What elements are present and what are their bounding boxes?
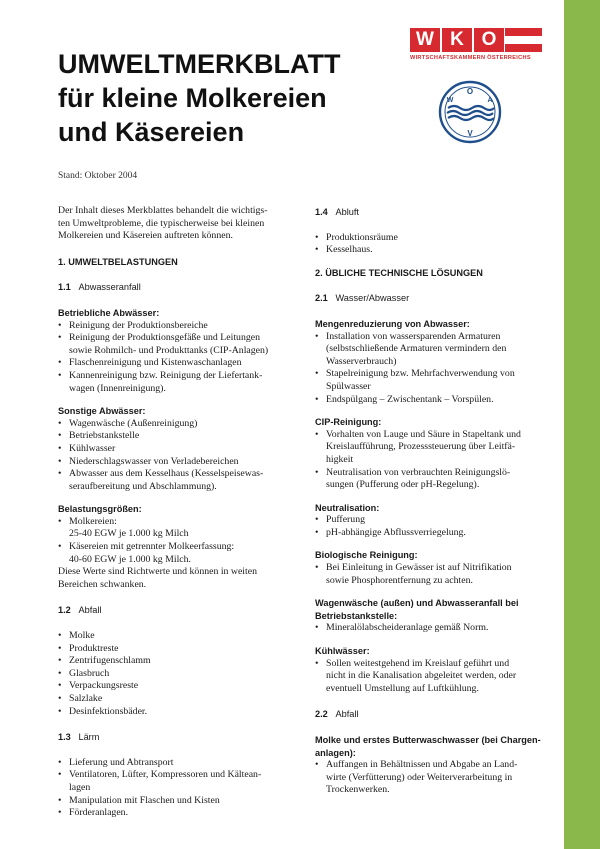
- list-item: • Kannenreinigung bzw. Reinigung der Liefertank- wagen (Innenreinigung).: [58, 370, 290, 395]
- list-wagenwaesche: [315, 622, 547, 635]
- wko-letter-k: K: [442, 28, 472, 52]
- svg-text:V: V: [467, 129, 473, 138]
- list-item: • Endspülgang – Zwischentank – Vorspülen.: [315, 394, 547, 407]
- label-cip-reinigung: CIP-Reinigung:: [315, 417, 382, 428]
- list-belastungsgroessen: [58, 516, 290, 566]
- oewav-seal-icon: [438, 80, 502, 144]
- list-item: • Ventilatoren, Lüfter, Kompressoren und Kältean- lagen: [58, 769, 290, 794]
- title-line-2: für kleine Molkereien: [58, 83, 327, 113]
- list-item: • Desinfektionsbäder.: [58, 706, 290, 719]
- list-cip-reinigung: [315, 429, 547, 492]
- list-mengenreduzierung: [315, 331, 547, 407]
- svg-text:W: W: [446, 97, 454, 104]
- label-belastungsgroessen: Belastungsgrößen:: [58, 504, 142, 515]
- right-column: [315, 206, 547, 797]
- list-abfall: [58, 630, 290, 718]
- list-item: • Bei Einleitung in Gewässer ist auf Nitrifikation sowie Phosphorentfernung zu achten.: [315, 562, 547, 587]
- label-kuehlwaesser: Kühlwässer:: [315, 646, 370, 657]
- title-line-1: UMWELTMERKBLATT: [58, 49, 341, 79]
- section-heading-1: 1. UMWELTBELASTUNGEN: [58, 256, 178, 267]
- subsection-heading-1-1: 1.1 Abwasseranfall: [58, 282, 141, 293]
- list-item: • Käsereien mit getrennter Molkeerfassung: 40-60 EGW je 1.000 kg Milch.: [58, 541, 290, 566]
- list-item: • Produktionsräume: [315, 232, 547, 245]
- label-biologische-reinigung: Biologische Reinigung:: [315, 550, 418, 561]
- list-item: • Flaschenreinigung und Kistenwaschanlagen: [58, 357, 290, 370]
- list-item: • Kühlwasser: [58, 443, 290, 456]
- list-item: • Sollen weitestgehend im Kreislauf geführt und nicht in die Kanalisation abgeleitet werden, oder eventuell Umstellung auf Luftkühlung.: [315, 658, 547, 696]
- left-column: [58, 205, 290, 820]
- label-sonstige-abwaesser: Sonstige Abwässer:: [58, 406, 146, 417]
- label-wagenwaesche: Wagenwäsche (außen) und Abwasseranfall bei Betriebstankstelle:: [315, 598, 519, 621]
- list-item: • Neutralisation von verbrauchten Reinigungslö- sungen (Pufferung oder pH-Regelung).: [315, 467, 547, 492]
- title-line-3: und Käsereien: [58, 117, 245, 147]
- intro-paragraph: Der Inhalt dieses Merkblattes behandelt die wichtigs- ten Umweltprobleme, die typischerweise bei kleinen Molkereien und Käsereien auftreten können.: [58, 205, 268, 242]
- section-heading-2: 2. ÜBLICHE TECHNISCHE LÖSUNGEN: [315, 267, 483, 278]
- list-item: • Betriebstankstelle: [58, 430, 290, 443]
- svg-text:A: A: [487, 97, 493, 104]
- document-date: Stand: Oktober 2004: [58, 171, 138, 181]
- subsection-heading-2-2: 2.2 Abfall: [315, 709, 359, 720]
- list-molke: [315, 759, 547, 797]
- subsection-heading-1-3: 1.3 Lärm: [58, 732, 100, 743]
- list-item: • Reinigung der Produktionsbereiche: [58, 320, 290, 333]
- list-item: • Förderanlagen.: [58, 807, 290, 820]
- list-kuehlwaesser: [315, 658, 547, 696]
- wko-letter-w: W: [410, 28, 440, 52]
- list-item: • Verpackungsreste: [58, 680, 290, 693]
- list-sonstige-abwaesser: [58, 418, 290, 494]
- list-item: • Kesselhaus.: [315, 244, 547, 257]
- label-neutralisation: Neutralisation:: [315, 502, 380, 513]
- austria-flag-icon: [505, 28, 542, 52]
- document-title: [58, 47, 388, 149]
- belastung-note: Diese Werte sind Richtwerte und können in weiten Bereichen schwanken.: [58, 566, 257, 590]
- list-betriebliche-abwaesser: [58, 320, 290, 396]
- label-betriebliche-abwaesser: Betriebliche Abwässer:: [58, 307, 160, 318]
- subsection-heading-1-4: 1.4 Abluft: [315, 207, 359, 217]
- list-item: • Installation von wassersparenden Armaturen (selbstschließende Armaturen vermindern den Wasserverbrauch): [315, 331, 547, 369]
- list-item: • Stapelreinigung bzw. Mehrfachverwendung von Spülwasser: [315, 368, 547, 393]
- svg-text:Ö: Ö: [466, 87, 474, 96]
- list-item: • Reinigung der Produktionsgefäße und Leitungen sowie Rohmilch- und Produkttanks (CIP-Anlagen): [58, 332, 290, 357]
- list-item: • Zentrifugenschlamm: [58, 655, 290, 668]
- list-abluft: [315, 232, 547, 257]
- list-item: • Niederschlagswasser von Verladebereichen: [58, 456, 290, 469]
- label-molke: Molke und erstes Butterwaschwasser (bei Chargen- anlagen):: [315, 735, 541, 758]
- list-item: • Pufferung: [315, 514, 547, 527]
- list-item: • Molke: [58, 630, 290, 643]
- list-biologische-reinigung: [315, 562, 547, 587]
- list-laerm: [58, 757, 290, 820]
- wko-subtitle: WIRTSCHAFTSKAMMERN ÖSTERREICHS: [410, 55, 531, 61]
- list-item: • Molkereien: 25-40 EGW je 1.000 kg Milch: [58, 516, 290, 541]
- list-item: • Wagenwäsche (Außenreinigung): [58, 418, 290, 431]
- list-item: • pH-abhängige Abflussverriegelung.: [315, 527, 547, 540]
- list-item: • Produktreste: [58, 643, 290, 656]
- subsection-heading-1-2: 1.2 Abfall: [58, 605, 102, 616]
- list-item: • Abwasser aus dem Kesselhaus (Kesselspeisewas- seraufbereitung und Abschlammung).: [58, 468, 290, 493]
- subsection-heading-2-1: 2.1 Wasser/Abwasser: [315, 293, 410, 304]
- wko-letter-o: O: [474, 28, 504, 52]
- list-neutralisation: [315, 514, 547, 539]
- list-item: • Manipulation mit Flaschen und Kisten: [58, 795, 290, 808]
- list-item: • Salzlake: [58, 693, 290, 706]
- list-item: • Glasbruch: [58, 668, 290, 681]
- list-item: • Mineralölabscheideranlage gemäß Norm.: [315, 622, 547, 635]
- wko-logo: [410, 28, 542, 61]
- list-item: • Auffangen in Behältnissen und Abgabe an Land- wirte (Verfütterung) oder Weiterverarbeitung in Trockenwerken.: [315, 759, 547, 797]
- list-item: • Vorhalten von Lauge und Säure in Stapeltank und Kreislaufführung, Prozesssteuerung über Leitfä- higkeit: [315, 429, 547, 467]
- list-item: • Lieferung und Abtransport: [58, 757, 290, 770]
- green-side-bar: [564, 0, 600, 849]
- label-mengenreduzierung: Mengenreduzierung von Abwasser:: [315, 318, 470, 329]
